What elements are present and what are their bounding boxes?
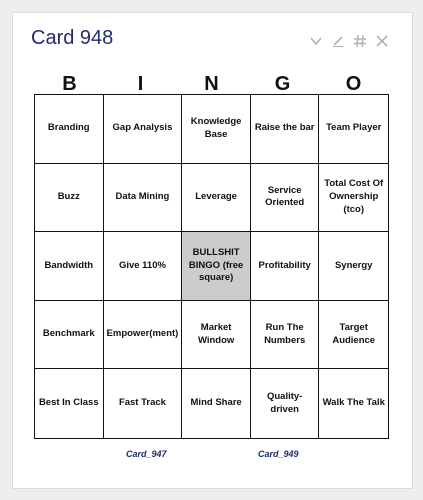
bingo-cell[interactable]: Run The Numbers bbox=[251, 301, 320, 370]
bingo-cell[interactable]: Team Player bbox=[319, 95, 388, 164]
bingo-cell[interactable]: Market Window bbox=[182, 301, 251, 370]
bingo-header bbox=[34, 73, 389, 96]
bingo-cell[interactable]: Benchmark bbox=[35, 301, 104, 370]
bingo-grid bbox=[34, 94, 389, 439]
toolbar bbox=[308, 33, 390, 49]
bingo-cell[interactable]: Target Audience bbox=[319, 301, 388, 370]
edit-icon[interactable] bbox=[330, 33, 346, 49]
bingo-letter-i: I bbox=[137, 73, 144, 95]
bingo-cell[interactable]: Leverage bbox=[182, 164, 251, 233]
bingo-letter-o: O bbox=[345, 73, 362, 95]
free-square-cell: BULLSHIT BINGO (free square) bbox=[182, 232, 251, 301]
bingo-cell[interactable]: Buzz bbox=[35, 164, 104, 233]
bingo-cell[interactable]: Total Cost Of Ownership (tco) bbox=[319, 164, 388, 233]
bingo-letter-n: N bbox=[204, 73, 219, 95]
bingo-cell[interactable]: Gap Analysis bbox=[104, 95, 183, 164]
bingo-cell[interactable]: Synergy bbox=[319, 232, 388, 301]
bingo-cell[interactable]: Empower(ment) bbox=[104, 301, 183, 370]
chevron-down-icon[interactable] bbox=[308, 33, 324, 49]
next-card-link[interactable]: Card_949 bbox=[258, 449, 299, 459]
bingo-cell[interactable]: Raise the bar bbox=[251, 95, 320, 164]
bingo-letter-b: B bbox=[62, 73, 77, 95]
previous-card-link[interactable]: Card_947 bbox=[126, 449, 167, 459]
bingo-cell[interactable]: Give 110% bbox=[104, 232, 183, 301]
bingo-cell[interactable]: Quality-driven bbox=[251, 369, 320, 438]
bingo-letter-g: G bbox=[274, 73, 291, 95]
card-title: Card 948 bbox=[31, 27, 114, 49]
close-icon[interactable] bbox=[374, 33, 390, 49]
bingo-cell[interactable]: Bandwidth bbox=[35, 232, 104, 301]
bingo-cell[interactable]: Branding bbox=[35, 95, 104, 164]
bingo-cell[interactable]: Knowledge Base bbox=[182, 95, 251, 164]
bingo-cell[interactable]: Mind Share bbox=[182, 369, 251, 438]
bingo-cell[interactable]: Best In Class bbox=[35, 369, 104, 438]
bingo-cell[interactable]: Data Mining bbox=[104, 164, 183, 233]
hash-icon[interactable] bbox=[352, 33, 368, 49]
bingo-cell[interactable]: Service Oriented bbox=[251, 164, 320, 233]
bingo-cell[interactable]: Profitability bbox=[251, 232, 320, 301]
bingo-cell[interactable]: Fast Track bbox=[104, 369, 183, 438]
bingo-card bbox=[12, 12, 413, 489]
bingo-cell[interactable]: Walk The Talk bbox=[322, 397, 385, 409]
